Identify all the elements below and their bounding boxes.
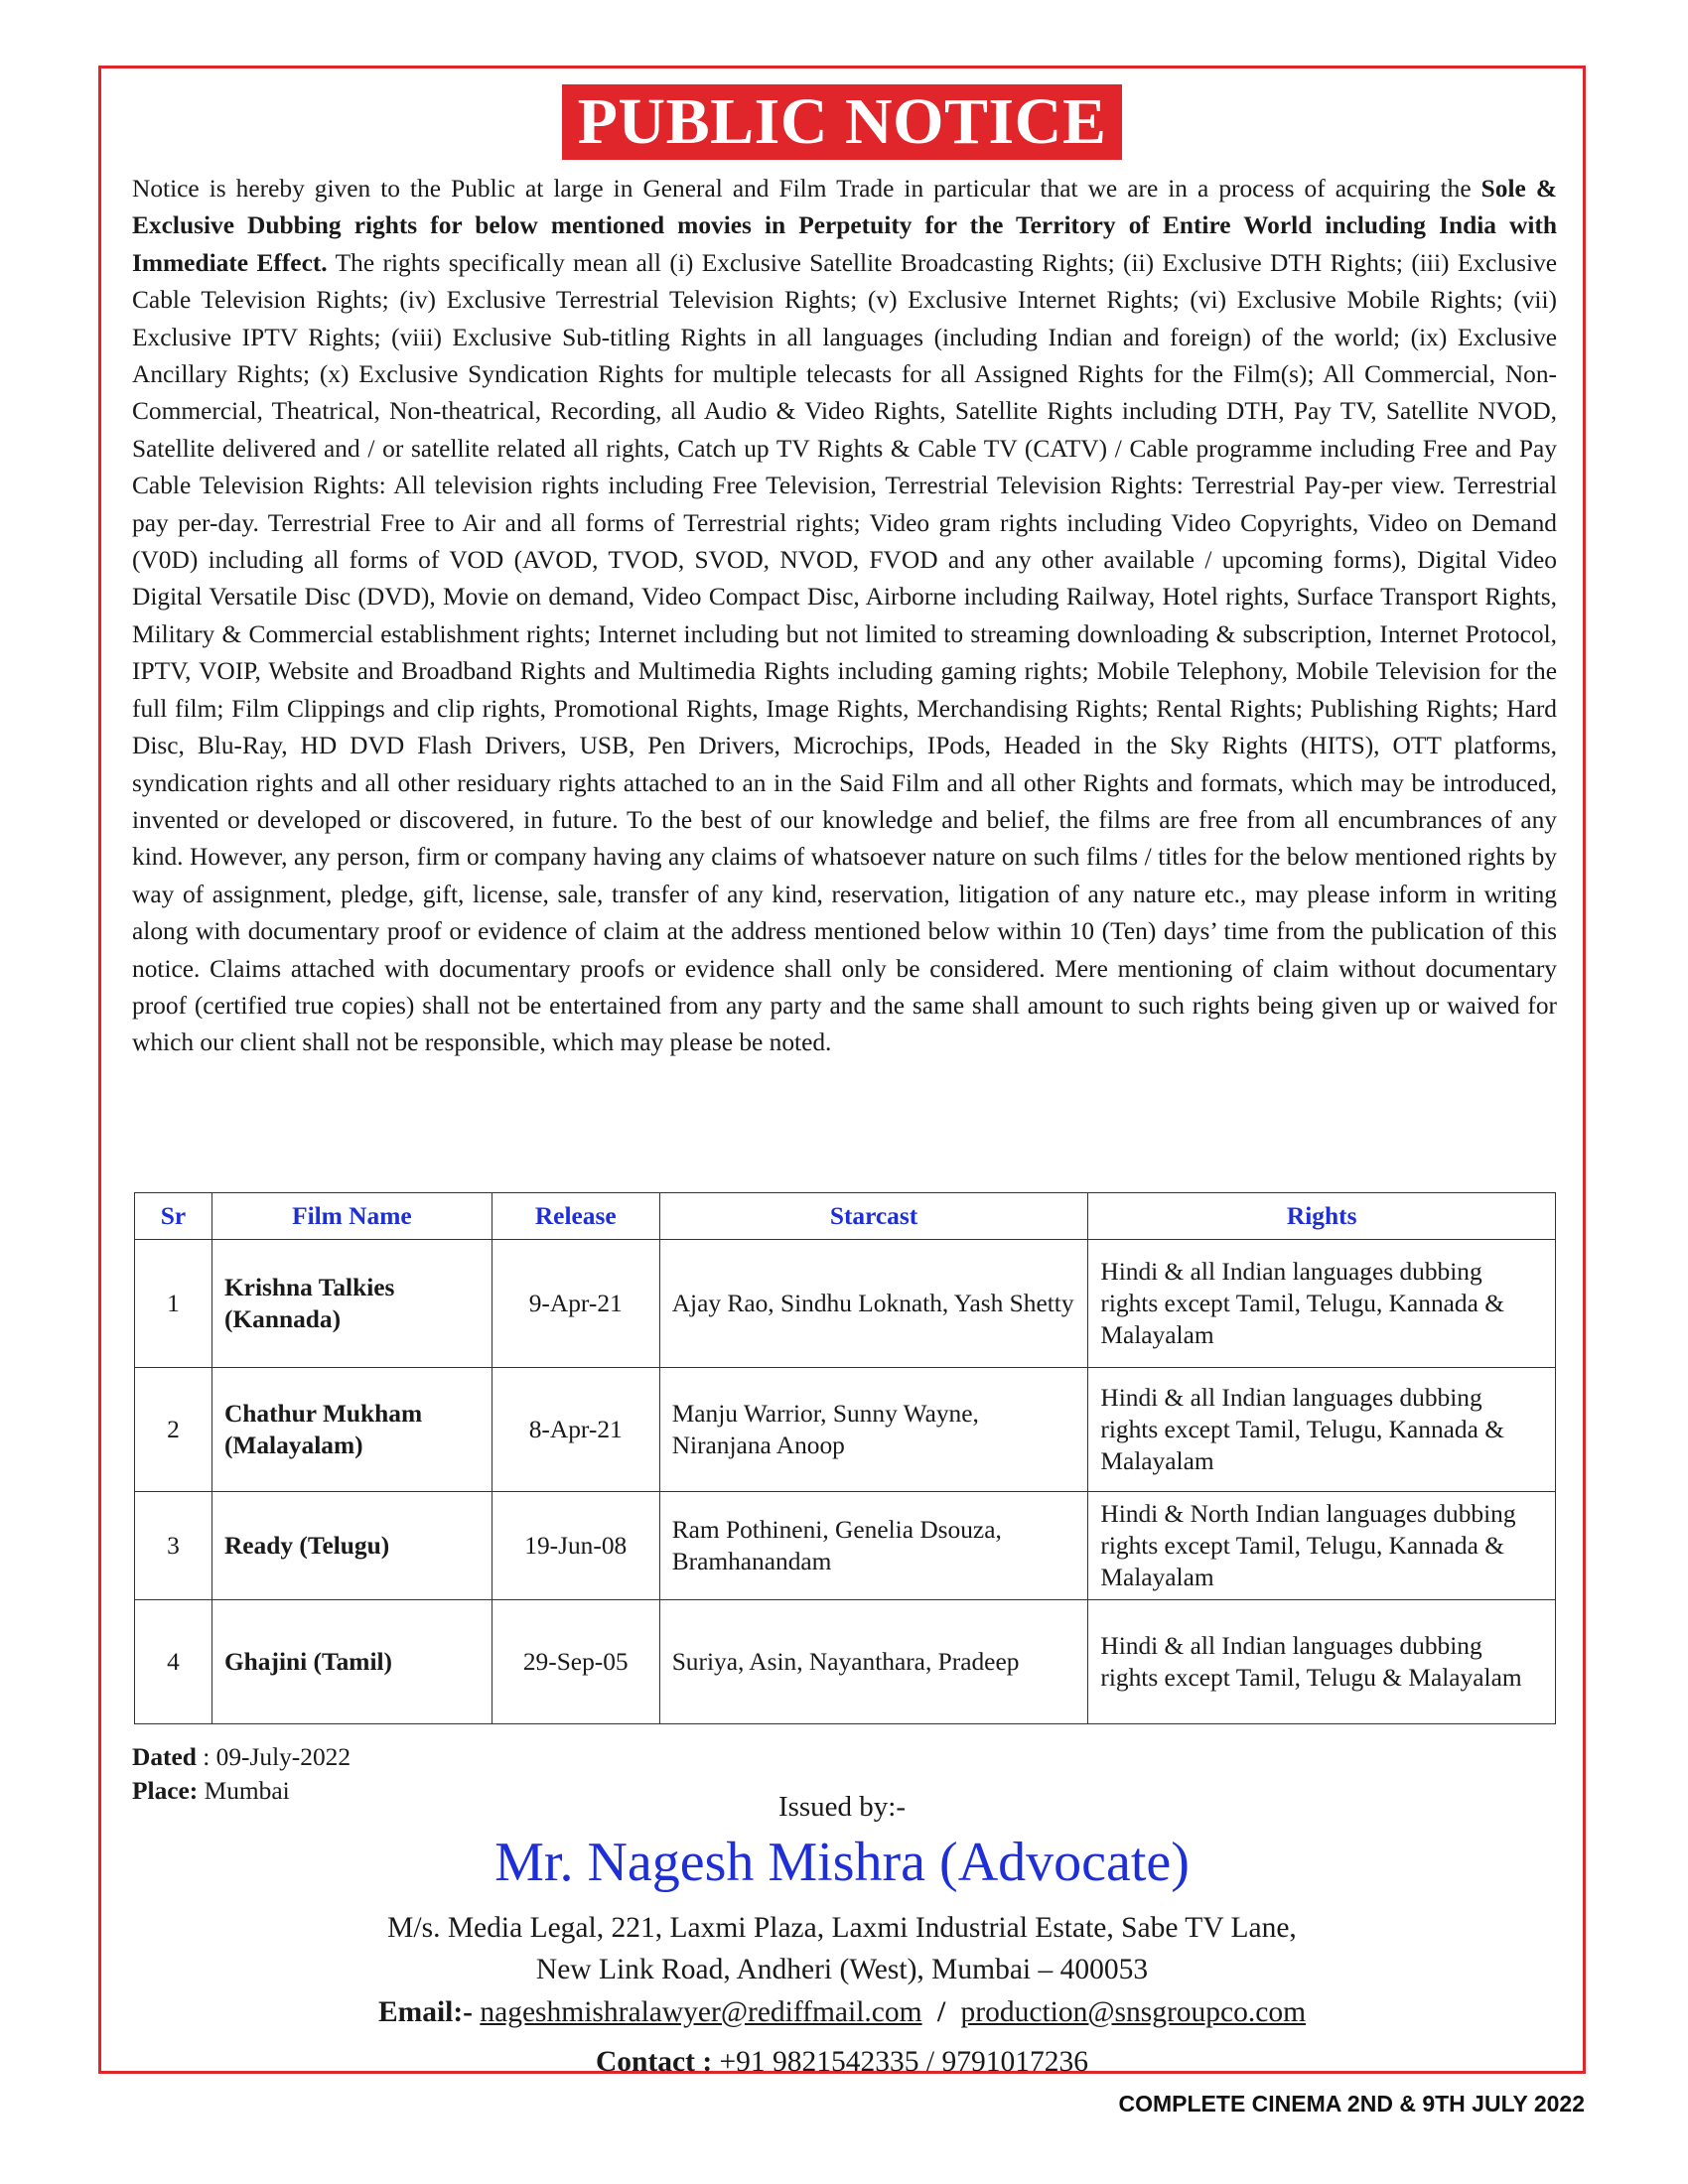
cell-sr: 3 <box>135 1492 212 1600</box>
table-row <box>135 1240 1556 1368</box>
header-film-name: Film Name <box>211 1193 492 1240</box>
contact-label: Contact : <box>596 2046 713 2078</box>
cell-starcast: Ram Pothineni, Genelia Dsouza, Bramhanandam <box>659 1492 1088 1600</box>
cell-release: 9-Apr-21 <box>492 1240 659 1368</box>
cell-starcast: Ajay Rao, Sindhu Loknath, Yash Shetty <box>659 1240 1088 1368</box>
cell-sr: 2 <box>135 1368 212 1492</box>
cell-sr: 4 <box>135 1600 212 1724</box>
address-line-1: M/s. Media Legal, 221, Laxmi Plaza, Laxmi Industrial Estate, Sabe TV Lane, <box>387 1912 1297 1944</box>
advocate-name: Mr. Nagesh Mishra (Advocate) <box>494 1832 1190 1893</box>
dated-line <box>132 1740 351 1774</box>
dated-label: Dated <box>132 1743 197 1771</box>
contact-value: +91 9821542335 / 9791017236 <box>712 2046 1088 2078</box>
publication-footer: COMPLETE CINEMA 2ND & 9TH JULY 2022 <box>1118 2091 1585 2116</box>
cell-film-name: Krishna Talkies (Kannada) <box>211 1240 492 1368</box>
title-wrap <box>101 84 1583 160</box>
email-line <box>101 1992 1583 2032</box>
cell-release: 19-Jun-08 <box>492 1492 659 1600</box>
cell-rights: Hindi & North Indian languages dubbing rights except Tamil, Telugu, Kannada & Malayalam <box>1088 1492 1556 1600</box>
address-block <box>101 1907 1583 1990</box>
notice-frame <box>98 66 1586 2078</box>
table-row <box>135 1600 1556 1724</box>
email-link-primary[interactable]: nageshmishralawyer@rediffmail.com <box>480 1996 922 2028</box>
notice-bold: Sole & Exclusive Dubbing rights for below mentioned movies in Perpetuity for the Territory of Entire World including India with Immediate Effect. <box>132 175 1557 277</box>
cell-rights: Hindi & all Indian languages dubbing rights except Tamil, Telugu, Kannada & Malayalam <box>1088 1240 1556 1368</box>
place-label: Place: <box>132 1777 199 1805</box>
header-sr: Sr <box>135 1193 212 1240</box>
contact-line <box>101 2042 1583 2082</box>
header-rights: Rights <box>1088 1193 1556 1240</box>
address-line-2: New Link Road, Andheri (West), Mumbai – 400053 <box>535 1954 1149 1985</box>
header-release: Release <box>492 1193 659 1240</box>
cell-rights: Hindi & all Indian languages dubbing rights except Tamil, Telugu, Kannada & Malayalam <box>1088 1368 1556 1492</box>
cell-release: 8-Apr-21 <box>492 1368 659 1492</box>
table-row <box>135 1492 1556 1600</box>
cell-release: 29-Sep-05 <box>492 1600 659 1724</box>
cell-starcast: Suriya, Asin, Nayanthara, Pradeep <box>659 1600 1088 1724</box>
notice-body <box>132 171 1557 1062</box>
notice-intro: Notice is hereby given to the Public at large in General and Film Trade in particular that we are in a process of acquiring the <box>132 175 1481 203</box>
email-separator: / <box>936 1996 946 2028</box>
place-value: Mumbai <box>198 1777 290 1805</box>
films-table <box>134 1192 1556 1724</box>
notice-rest: The rights specifically mean all (i) Exclusive Satellite Broadcasting Rights; (ii) Exclusive DTH Rights; (iii) Exclusive Cable Television Rights; (iv) Exclusive Terrestrial Television Rights; (v) Exclusive Internet Rights; (vi) Exclusive Mobile Rights; (vii) Exclusive IPTV Rights; (viii) Exclusive Sub-titling Rights in all languages (including Indian and foreign) of the world; (ix) Exclusive Ancillary Rights; (x) Exclusive Syndication Rights for multiple telecasts for all Assigned Rights for the Film(s); All Commercial, Non-Commercial, Theatrical, Non-theatrical, Recording, all Audio & Video Rights, Satellite Rights including DTH, Pay TV, Satellite NVOD, Satellite delivered and / or satellite related all rights, Catch up TV Rights & Cable TV (CATV) / Cable programme including Free and Pay Cable Television Rights: All television rights including Free Television, Terrestrial Television Rights: Terrestrial Pay-per view. Terrestrial pay per-day. Terrestrial Free to Air and all forms of Terrestrial rights; Video gram rights including Video Copyrights, Video on Demand (V0D) including all forms of VOD (AVOD, TVOD, SVOD, NVOD, FVOD and any other available / upcoming forms), Digital Video Digital Versatile Disc (DVD), Movie on demand, Video Compact Disc, Airborne including Railway, Hotel rights, Surface Transport Rights, Military & Commercial establishment rights; Internet including but not limited to streaming downloading & subscription, Internet Protocol, IPTV, VOIP, Website and Broadband Rights and Multimedia Rights including gaming rights; Mobile Telephony, Mobile Television for the full film; Film Clippings and clip rights, Promotional Rights, Image Rights, Merchandising Rights; Rental Rights; Publishing Rights; Hard Disc, Blu-Ray, HD DVD Flash Drivers, USB, Pen Drivers, Microchips, IPods, Headed in the Sky Rights (HITS), OTT platforms, syndication rights and all other residuary rights attached to an in the Said Film and all other Rights and formats, which may be introduced, invented or developed or discovered, in future. To the best of our knowledge and belief, the films are free from all encumbrances of any kind. However, any person, firm or company having any claims of whatsoever nature on such films / titles for the below mentioned rights by way of assignment, pledge, gift, license, sale, transfer of any kind, reservation, litigation of any nature etc., may please inform in writing along with documentary proof or evidence of claim at the address mentioned below within 10 (Ten) days’ time from the publication of this notice. Claims attached with documentary proofs or evidence shall only be considered. Mere mentioning of claim without documentary proof (certified true copies) shall not be entertained from any party and the same shall amount to such rights being given up or waived for which our client shall not be responsible, which may please be noted. <box>132 248 1557 1057</box>
cell-sr: 1 <box>135 1240 212 1368</box>
cell-film-name: Ready (Telugu) <box>211 1492 492 1600</box>
email-link-secondary[interactable]: production@snsgroupco.com <box>960 1996 1307 2028</box>
table-row <box>135 1368 1556 1492</box>
cell-starcast: Manju Warrior, Sunny Wayne, Niranjana Anoop <box>659 1368 1088 1492</box>
email-label: Email:- <box>377 1996 473 2028</box>
header-starcast: Starcast <box>659 1193 1088 1240</box>
dated-value: : 09-July-2022 <box>196 1743 352 1771</box>
table-header-row <box>135 1193 1556 1240</box>
cell-film-name: Ghajini (Tamil) <box>211 1600 492 1724</box>
cell-film-name: Chathur Mukham (Malayalam) <box>211 1368 492 1492</box>
cell-rights: Hindi & all Indian languages dubbing rights except Tamil, Telugu & Malayalam <box>1088 1600 1556 1724</box>
issued-by: Issued by:- <box>777 1791 907 1823</box>
page-title: PUBLIC NOTICE <box>562 84 1123 160</box>
